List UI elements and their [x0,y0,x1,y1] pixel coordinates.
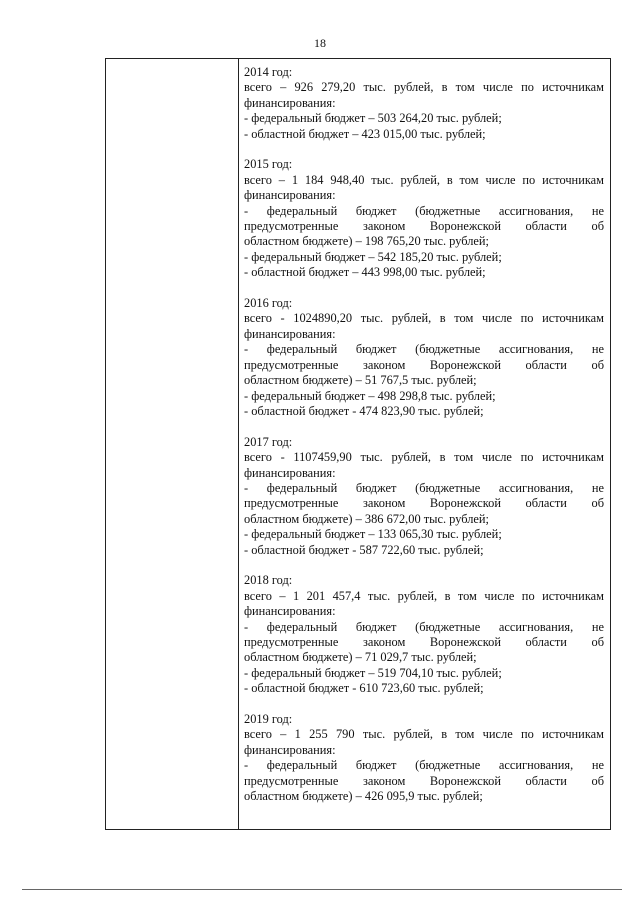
year-block [244,296,604,419]
funding-line: - областной бюджет – 443 998,00 тыс. рублей; [244,265,486,280]
year-heading: 2015 год: [244,157,293,172]
year-heading: 2019 год: [244,711,293,726]
funding-line: финансирования: [244,326,336,341]
funding-line: всего - 1107459,90 тыс. рублей, в том числе по источникам [244,450,604,465]
funding-line: областном бюджете) – 426 095,9 тыс. рублей; [244,789,483,804]
funding-line: областном бюджете) – 386 672,00 тыс. рублей; [244,511,489,526]
funding-line: - областной бюджет - 610 723,60 тыс. рублей; [244,681,484,696]
funding-line: финансирования: [244,465,336,480]
year-block [244,712,604,804]
table-left-cell [106,59,239,829]
funding-line: финансирования: [244,604,336,619]
funding-line: предусмотренные законом Воронежской области об [244,357,604,372]
funding-line: областном бюджете) – 71 029,7 тыс. рублей; [244,650,477,665]
funding-line: областном бюджете) – 198 765,20 тыс. рублей; [244,234,489,249]
year-heading: 2017 год: [244,434,293,449]
funding-line: - федеральный бюджет – 519 704,10 тыс. рублей; [244,665,502,680]
funding-line: предусмотренные законом Воронежской области об [244,773,604,788]
funding-details-cell [239,59,610,829]
funding-line: всего – 1 255 790 тыс. рублей, в том числе по источникам [244,727,604,742]
funding-line: предусмотренные законом Воронежской области об [244,496,604,511]
year-heading: 2014 год: [244,65,293,79]
year-block [244,573,604,696]
funding-line: финансирования: [244,95,336,110]
funding-line: всего – 1 184 948,40 тыс. рублей, в том числе по источникам [244,172,604,187]
funding-line: - областной бюджет – 423 015,00 тыс. рублей; [244,126,486,141]
year-block [244,65,604,142]
funding-line: - федеральный бюджет (бюджетные ассигнования, не [244,203,604,218]
funding-line: - областной бюджет - 587 722,60 тыс. рублей; [244,542,484,557]
year-block [244,157,604,280]
funding-line: - федеральный бюджет (бюджетные ассигнования, не [244,619,604,634]
funding-line: всего – 926 279,20 тыс. рублей, в том числе по источникам [244,80,604,95]
funding-line: всего - 1024890,20 тыс. рублей, в том числе по источникам [244,311,604,326]
funding-line: финансирования: [244,188,336,203]
page-number: 18 [314,36,326,50]
funding-line: всего – 1 201 457,4 тыс. рублей, в том числе по источникам [244,588,604,603]
funding-line: - федеральный бюджет – 498 298,8 тыс. рублей; [244,388,496,403]
funding-table [105,58,611,830]
bottom-rule [22,889,622,890]
funding-line: - федеральный бюджет (бюджетные ассигнования, не [244,480,604,495]
funding-line: - федеральный бюджет (бюджетные ассигнования, не [244,758,604,773]
year-heading: 2016 год: [244,296,293,311]
funding-line: предусмотренные законом Воронежской области об [244,219,604,234]
year-block [244,435,604,558]
funding-line: - федеральный бюджет – 503 264,20 тыс. рублей; [244,111,502,126]
funding-line: - федеральный бюджет – 542 185,20 тыс. рублей; [244,249,502,264]
funding-line: - областной бюджет - 474 823,90 тыс. рублей; [244,403,484,418]
funding-line: областном бюджете) – 51 767,5 тыс. рублей; [244,373,477,388]
funding-line: - федеральный бюджет – 133 065,30 тыс. рублей; [244,527,502,542]
funding-line: финансирования: [244,742,336,757]
year-heading: 2018 год: [244,573,293,588]
funding-line: предусмотренные законом Воронежской области об [244,634,604,649]
funding-line: - федеральный бюджет (бюджетные ассигнования, не [244,342,604,357]
